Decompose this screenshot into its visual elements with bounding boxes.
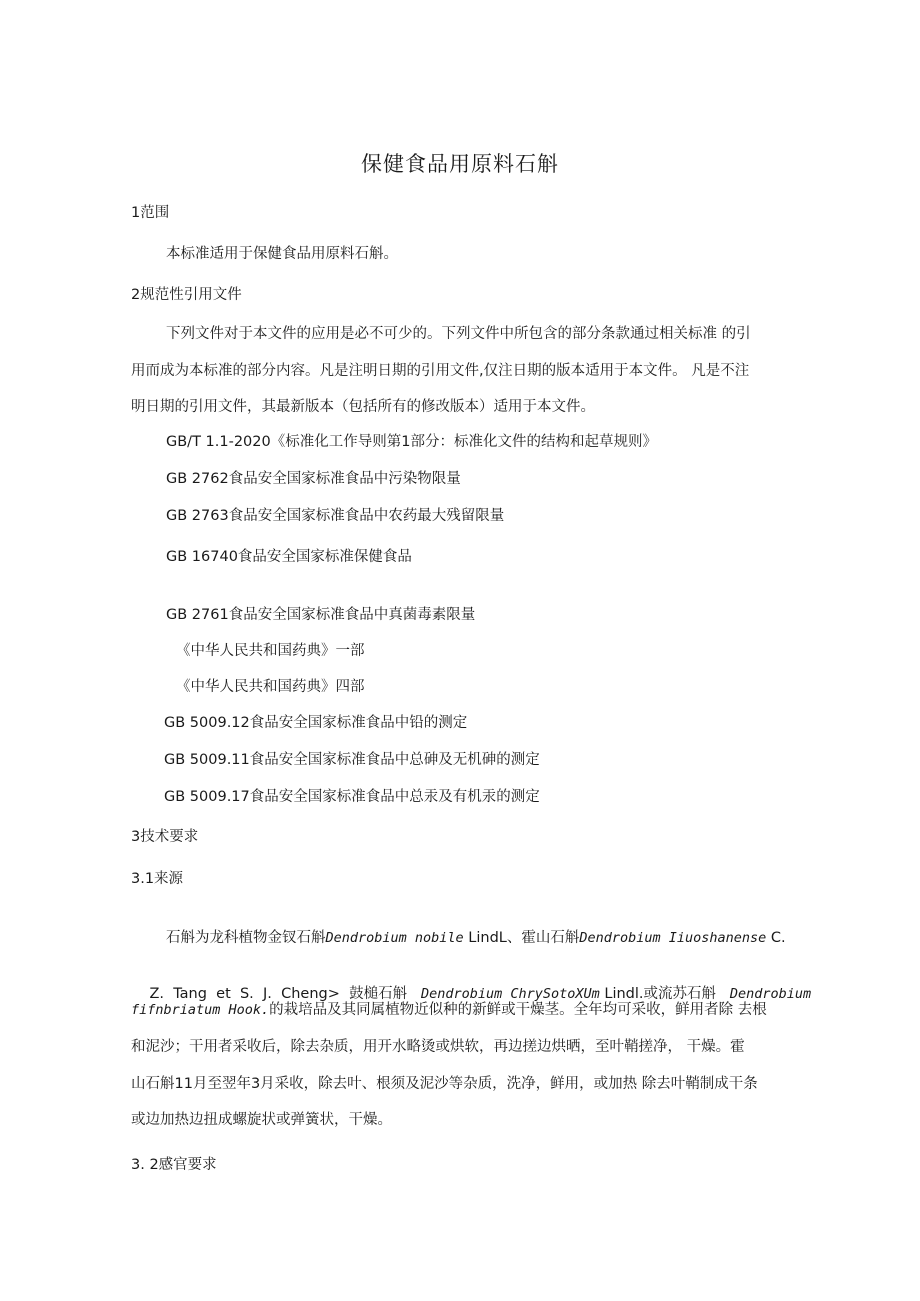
latin-name: Dendrobium Iiuoshanense: [579, 930, 767, 946]
document-title: 保健食品用原料石斛: [361, 152, 559, 176]
section-2-heading: 2规范性引用文件: [131, 287, 242, 303]
section-3-heading: 3技术要求: [131, 829, 199, 845]
reference-item: GB 2763食品安全国家标准食品中农药最大残留限量: [166, 508, 505, 524]
source-para-line-4: 和泥沙；干用者采收后，除去杂质，用开水略烫或烘软，再边搓边烘晒，至叶鞘搓净， 干燥。霍: [131, 1039, 745, 1055]
section-2-para-line: 明日期的引用文件，其最新版本（包括所有的修改版本）适用于本文件。: [131, 399, 595, 415]
section-2-para-line: 用而成为本标准的部分内容。凡是注明日期的引用文件,仅注日期的版本适用于本文件。 凡是不注: [131, 363, 750, 379]
reference-item: 《中华人民共和国药典》四部: [176, 679, 365, 695]
source-para-line-1: [166, 928, 786, 948]
section-2-para-line: 下列文件对于本文件的应用是必不可少的。下列文件中所包含的部分条款通过相关标准 的引: [166, 326, 751, 342]
reference-item: GB 2762食品安全国家标准食品中污染物限量: [166, 471, 461, 487]
source-text: 的栽培品及其同属植物近似种的新鲜或干燥茎。全年均可采收，鲜用者除 去根: [269, 1002, 767, 1018]
reference-item: GB 5009.17食品安全国家标准食品中总汞及有机汞的测定: [164, 789, 540, 805]
source-para-line-3: [131, 1000, 767, 1020]
source-para-line-5: 山石斛11月至翌年3月采收，除去叶、根须及泥沙等杂质，洗净，鲜用，或加热 除去叶鞘制成干条: [131, 1076, 758, 1092]
reference-item: GB 5009.12食品安全国家标准食品中铅的测定: [164, 715, 468, 731]
section-1-heading: 1范围: [131, 205, 170, 221]
reference-item: GB 16740食品安全国家标准保健食品: [166, 549, 412, 565]
reference-item: GB 2761食品安全国家标准食品中真菌毒素限量: [166, 607, 476, 623]
section-3-2-heading: 3. 2感官要求: [131, 1157, 217, 1173]
latin-name: Dendrobium nobile: [325, 930, 464, 946]
source-text: Lindl.或流苏石斛: [599, 986, 717, 1002]
source-text: LindL、霍山石斛: [463, 930, 580, 946]
section-3-1-heading: 3.1来源: [131, 871, 184, 887]
latin-name: Dendrobium ChrySotoXUm: [420, 986, 600, 1002]
source-para-line-6: 或边加热边扭成螺旋状或弹簧状，干燥。: [131, 1112, 392, 1128]
latin-name: Dendrobium: [729, 986, 812, 1002]
reference-item: 《中华人民共和国药典》一部: [176, 643, 365, 659]
source-text: 石斛为龙科植物金钗石斛: [166, 930, 326, 946]
section-1-text: 本标准适用于保健食品用原料石斛。: [166, 246, 398, 262]
reference-item: GB 5009.11食品安全国家标准食品中总砷及无机砷的测定: [164, 752, 540, 768]
source-text: C.: [766, 930, 786, 946]
source-text: Z. Tang et S. J. Cheng> 鼓槌石斛: [149, 986, 408, 1002]
latin-name: fifnbriatum Hook.: [131, 1002, 270, 1018]
reference-item: GB/T 1.1-2020《标准化工作导则第1部分：标准化文件的结构和起草规则》: [166, 434, 657, 450]
